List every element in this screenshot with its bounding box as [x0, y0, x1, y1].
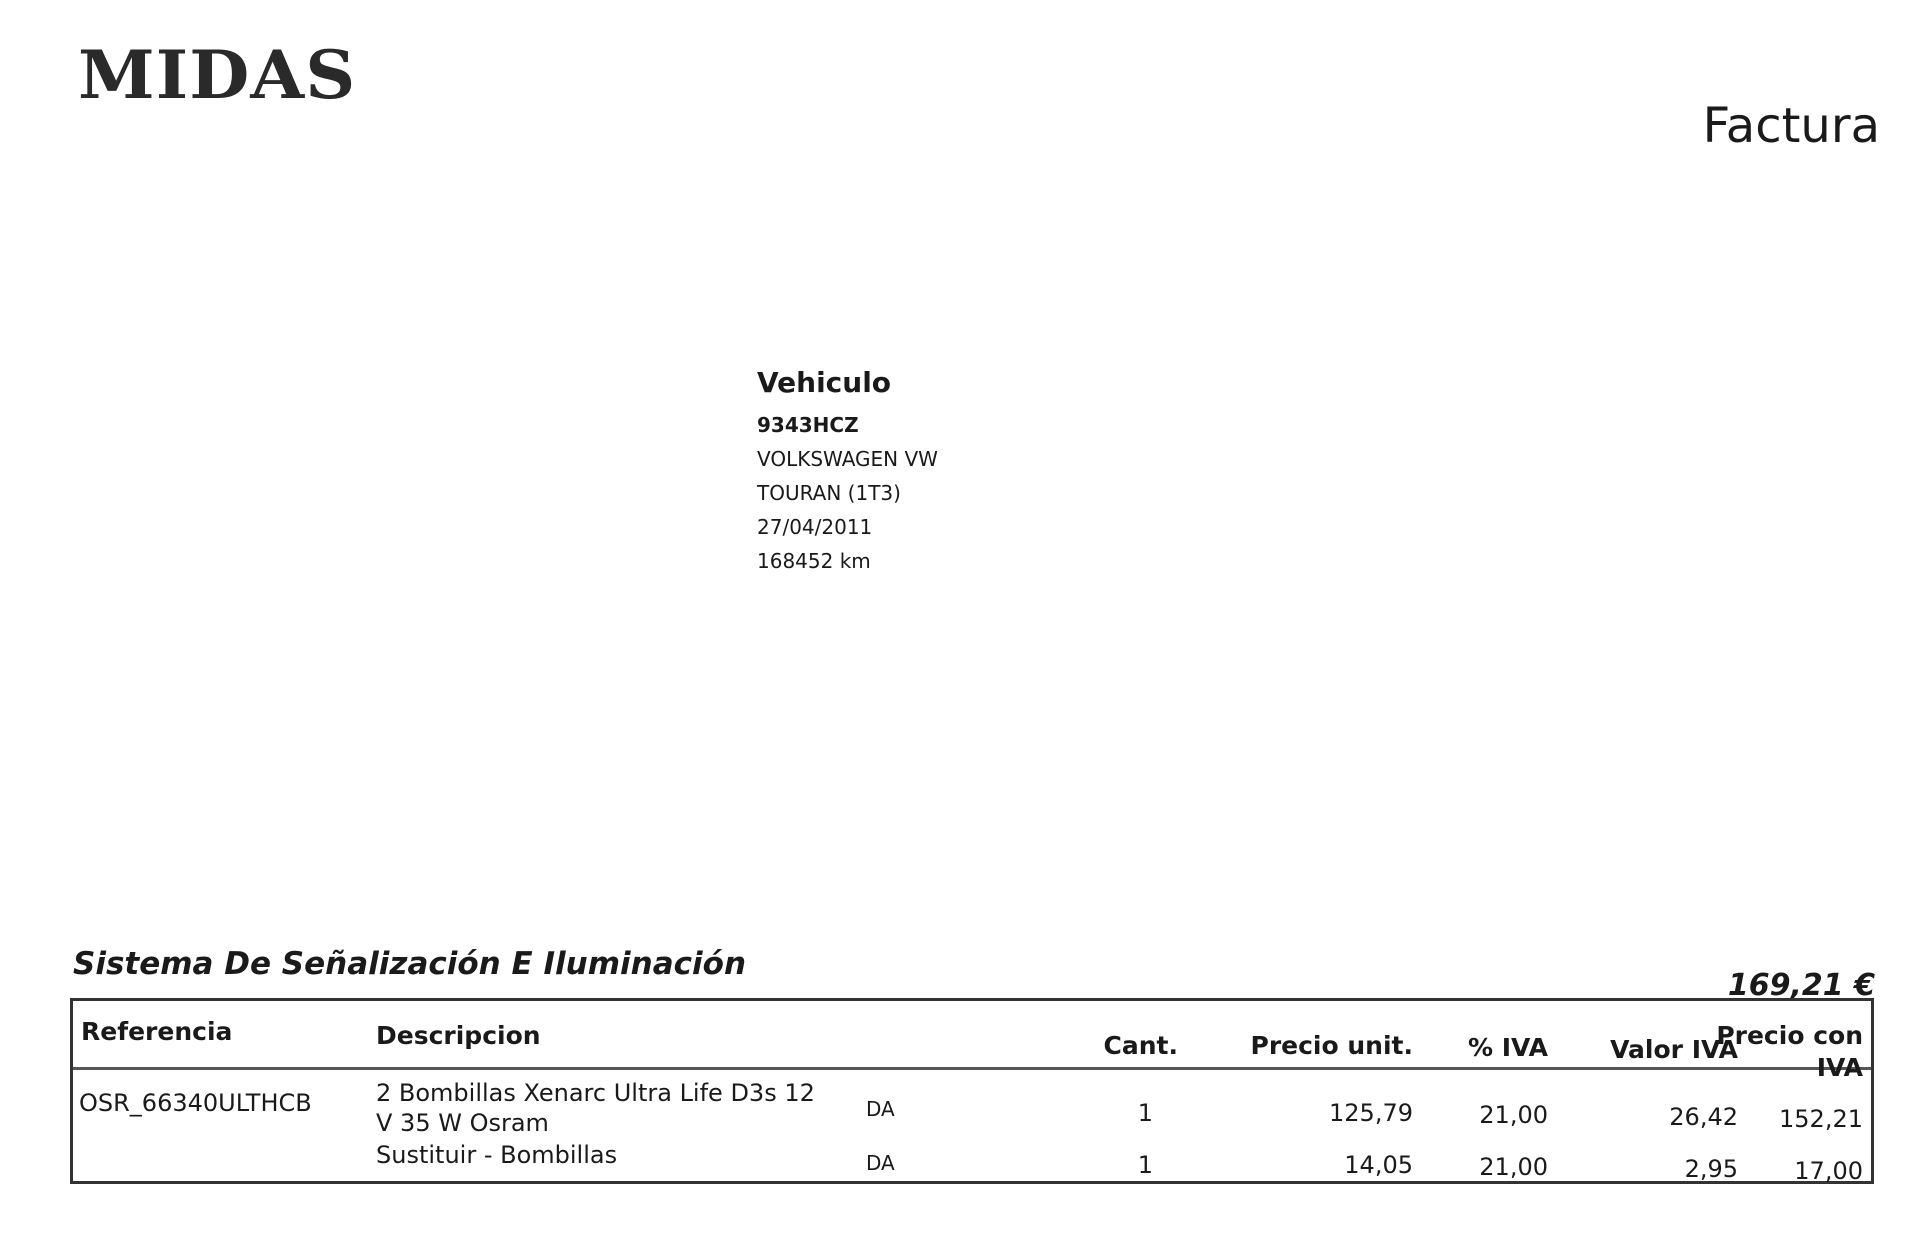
invoice-table [70, 998, 1874, 1184]
vehicle-heading: Vehiculo [757, 366, 892, 399]
row-1-precio-con-iva: 152,21 [1779, 1105, 1863, 1133]
row-2-code: DA [866, 1151, 895, 1175]
vehicle-info [757, 366, 938, 583]
row-1-code: DA [866, 1097, 895, 1121]
vehicle-make: VOLKSWAGEN VW [757, 447, 938, 471]
column-header-descripcion: Descripcion [376, 1021, 541, 1050]
row-2-precio-unit: 14,05 [1344, 1151, 1413, 1179]
row-1-descripcion: 2 Bombillas Xenarc Ultra Life D3s 12 [376, 1079, 815, 1107]
row-2-precio-con-iva: 17,00 [1794, 1157, 1863, 1185]
row-1-valor-iva: 26,42 [1669, 1103, 1738, 1131]
section-title: Sistema De Señalización E Iluminación [73, 946, 747, 982]
section-total: 169,21 € [1727, 968, 1875, 1003]
column-header-precio-con-iva-line2: IVA [1816, 1053, 1863, 1082]
row-1-cant: 1 [1137, 1099, 1153, 1127]
row-1-referencia: OSR_66340ULTHCB [79, 1089, 312, 1117]
row-1-precio-unit: 125,79 [1329, 1099, 1413, 1127]
column-header-iva-pct: % IVA [1467, 1033, 1548, 1062]
vehicle-model: TOURAN (1T3) [757, 481, 901, 505]
row-2-cant: 1 [1137, 1151, 1153, 1179]
row-2-valor-iva: 2,95 [1684, 1155, 1738, 1183]
column-header-referencia: Referencia [81, 1017, 233, 1046]
document-type-title: Factura [1702, 98, 1880, 154]
column-header-cant: Cant. [1103, 1031, 1178, 1060]
vehicle-date: 27/04/2011 [757, 515, 873, 539]
row-1-iva-pct: 21,00 [1479, 1101, 1548, 1129]
row-1-descripcion-line2: V 35 W Osram [376, 1109, 549, 1137]
column-header-precio-con-iva: Precio con [1716, 1021, 1863, 1050]
column-header-precio-unit: Precio unit. [1250, 1031, 1413, 1060]
row-2-iva-pct: 21,00 [1479, 1153, 1548, 1181]
header-separator [73, 1067, 1871, 1070]
vehicle-plate: 9343HCZ [757, 413, 859, 437]
vehicle-mileage: 168452 km [757, 549, 871, 573]
row-2-descripcion: Sustituir - Bombillas [376, 1141, 618, 1169]
column-header-valor-iva: Valor IVA [1610, 1035, 1738, 1064]
midas-logo: MIDAS [78, 36, 357, 114]
